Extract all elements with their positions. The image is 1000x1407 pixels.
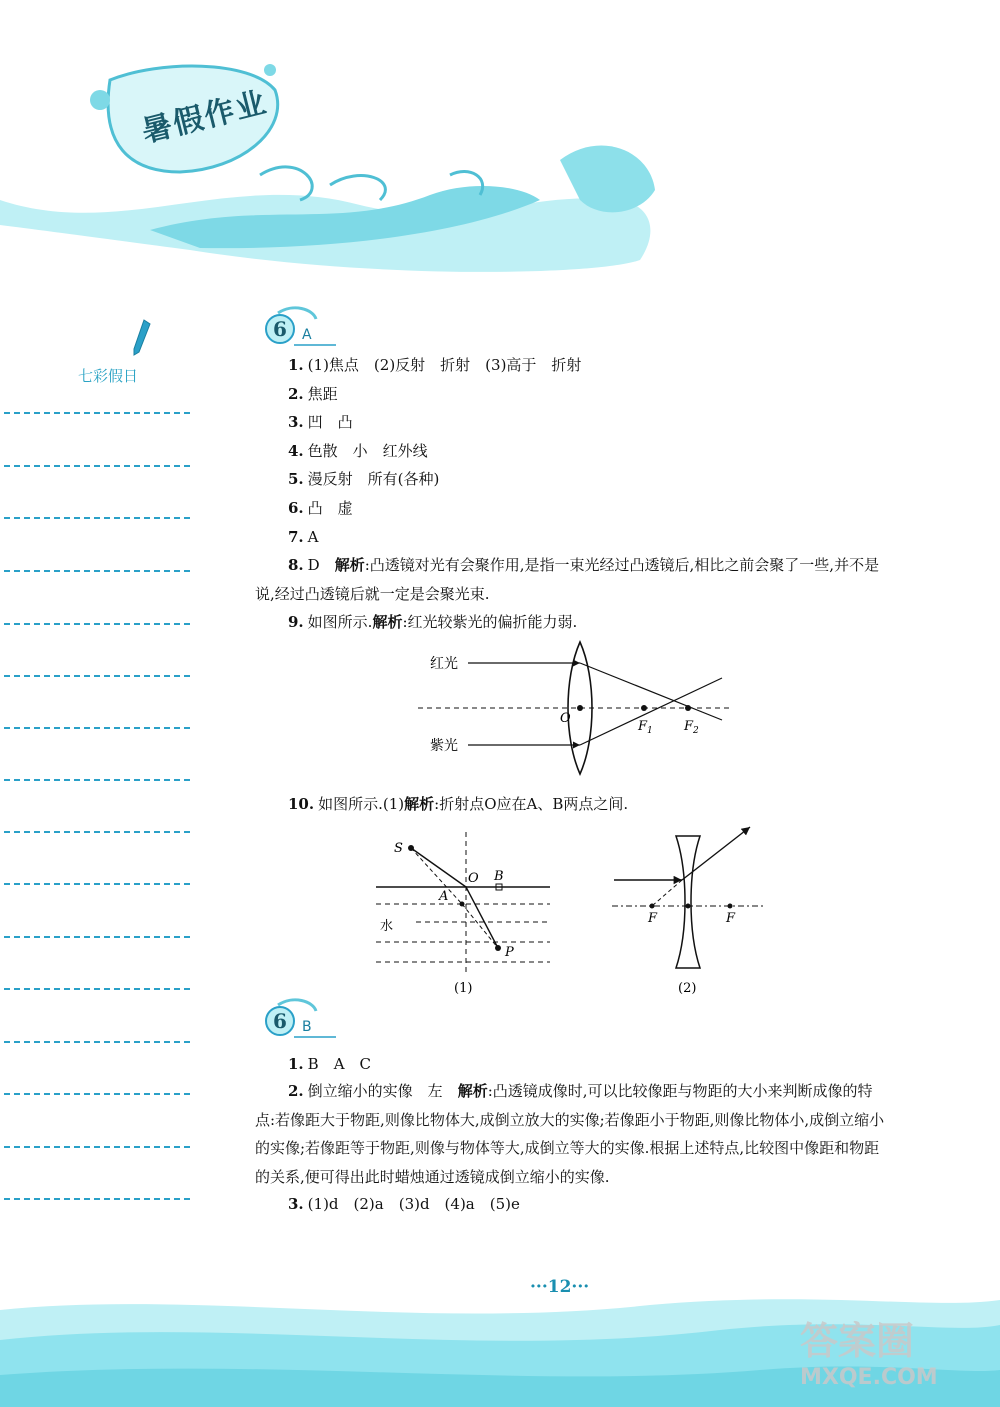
water-label: 水 xyxy=(380,919,394,934)
analysis-text: :凸透镜成像时,可以比较像距与物距的大小来判断成像的特点:若像距大于物距,则像比物体大,成倒立放大的实像;若像距小于物距,则像比物体小,成倒立缩小的实像;若像距等于物距,则像与物体等大,成倒立等大的实像.根据上述特点,比较图中像距和物距的关系,便可得出此时蜡烛通过透镜成倒立缩小的实像. xyxy=(255,1082,885,1186)
red-light-label: 红光 xyxy=(430,656,458,672)
answer-a6 xyxy=(288,498,353,518)
section-b-letter: B xyxy=(302,1019,312,1035)
answer-number: 2. xyxy=(288,1082,304,1100)
section-b-badge xyxy=(258,997,338,1045)
answer-a3 xyxy=(288,412,353,432)
answer-a4 xyxy=(288,441,428,461)
focus-f2-label: $F_2$ xyxy=(684,719,699,736)
figure1-caption: (1) xyxy=(454,981,473,996)
answer-number: 4. xyxy=(288,442,304,460)
answer-text: 漫反射 所有(各种) xyxy=(307,470,440,488)
point-p-label: P xyxy=(505,945,514,960)
note-rule xyxy=(4,988,190,990)
section-a-badge xyxy=(258,305,338,353)
focus-right-label: F xyxy=(726,911,736,926)
answer-a7 xyxy=(288,527,319,547)
note-rule xyxy=(4,1093,190,1095)
answer-lead: 如图所示.(1) xyxy=(318,795,405,813)
answer-text: (1)d (2)a (3)d (4)a (5)e xyxy=(307,1195,520,1213)
answer-b3 xyxy=(288,1194,520,1214)
answer-number: 8. xyxy=(288,556,304,574)
answer-text: B A C xyxy=(307,1055,372,1073)
analysis-label: 解析 xyxy=(457,1082,488,1100)
answer-text: 凹 凸 xyxy=(307,413,353,431)
note-rule xyxy=(4,936,190,938)
analysis-text: :凸透镜对光有会聚作用,是指一束光经过凸透镜后,相比之前会聚了一些,并不是说,经过凸透镜后就一定是会聚光束. xyxy=(255,556,880,603)
section-b-number: 6 xyxy=(273,1009,287,1033)
analysis-label: 解析 xyxy=(404,795,435,813)
answer-number: 1. xyxy=(288,1055,304,1073)
note-rule xyxy=(4,779,190,781)
answer-number: 10. xyxy=(288,795,315,813)
answer-a2 xyxy=(288,384,338,404)
answer-number: 3. xyxy=(288,1195,304,1213)
point-o-label: O xyxy=(468,871,479,886)
note-rule xyxy=(4,517,190,519)
note-rule xyxy=(4,570,190,572)
answer-text: 色散 小 红外线 xyxy=(307,442,428,460)
note-rule xyxy=(4,1198,190,1200)
answer-b1 xyxy=(288,1054,371,1074)
sidebar-label: 七彩假日 xyxy=(78,367,139,385)
answer-a5 xyxy=(288,469,439,489)
violet-light-label: 紫光 xyxy=(430,738,458,754)
answer-lead: D xyxy=(307,556,335,574)
pen-icon xyxy=(130,318,154,358)
concave-lens-figure xyxy=(608,822,768,998)
watermark-logo-text: 答案圈 xyxy=(800,1319,915,1363)
page-number: ···12··· xyxy=(530,1277,590,1297)
figure2-caption: (2) xyxy=(678,981,697,996)
refraction-water-figure xyxy=(372,828,557,998)
point-b-label: B xyxy=(494,869,504,884)
answer-number: 9. xyxy=(288,613,304,631)
note-rule xyxy=(4,1041,190,1043)
answer-a1 xyxy=(288,355,581,375)
answer-a8 xyxy=(255,551,885,608)
section-a-number: 6 xyxy=(273,317,287,341)
watermark xyxy=(800,1310,938,1390)
answer-b2 xyxy=(255,1077,885,1191)
note-rule xyxy=(4,883,190,885)
answer-number: 1. xyxy=(288,356,304,374)
answer-a9 xyxy=(288,612,577,632)
answer-lead: 倒立缩小的实像 左 xyxy=(307,1082,458,1100)
analysis-label: 解析 xyxy=(372,613,403,631)
focus-f1-label: $F_1$ xyxy=(638,719,653,736)
section-a-letter: A xyxy=(302,327,312,343)
answer-number: 3. xyxy=(288,413,304,431)
optical-center-label: O xyxy=(560,711,571,726)
answer-number: 2. xyxy=(288,385,304,403)
answer-number: 6. xyxy=(288,499,304,517)
note-rule xyxy=(4,623,190,625)
analysis-label: 解析 xyxy=(334,556,365,574)
watermark-domain-text: MXQE.COM xyxy=(800,1365,938,1390)
point-s-label: S xyxy=(394,841,403,856)
answer-number: 7. xyxy=(288,528,304,546)
answer-lead: 如图所示. xyxy=(307,613,373,631)
analysis-text: :折射点O应在A、B两点之间. xyxy=(434,795,629,813)
analysis-text: :红光较紫光的偏折能力弱. xyxy=(402,613,578,631)
answer-text: 凸 虚 xyxy=(307,499,353,517)
answer-text: 焦距 xyxy=(307,385,338,403)
banner-title: 暑假作业 xyxy=(138,84,272,150)
answer-text: A xyxy=(307,528,319,546)
answer-number: 5. xyxy=(288,470,304,488)
note-rule xyxy=(4,1146,190,1148)
convex-lens-figure xyxy=(410,638,740,778)
note-rule xyxy=(4,465,190,467)
note-rule xyxy=(4,412,190,414)
point-a-label: A xyxy=(439,889,449,904)
answer-text: (1)焦点 (2)反射 折射 (3)高于 折射 xyxy=(307,356,582,374)
note-rule xyxy=(4,675,190,677)
answer-a10 xyxy=(288,794,628,814)
note-rule xyxy=(4,727,190,729)
focus-left-label: F xyxy=(648,911,658,926)
note-rule xyxy=(4,831,190,833)
